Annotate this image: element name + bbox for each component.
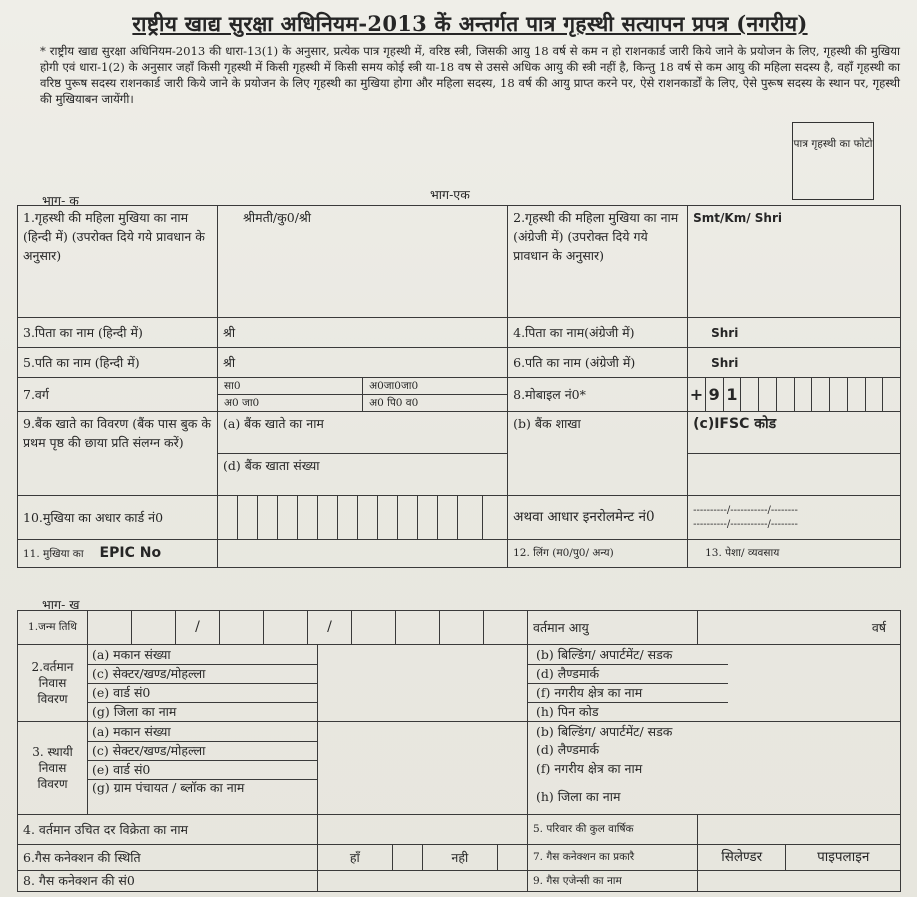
ifsc-input[interactable] — [688, 454, 901, 496]
dob-box[interactable] — [88, 611, 131, 644]
aadhaar-digit-box[interactable] — [398, 496, 418, 540]
aadhaar-digit-box[interactable] — [318, 496, 338, 540]
current-district: (g) जिला का नाम — [88, 702, 317, 721]
mobile-digit-box[interactable] — [740, 378, 758, 411]
occupation-text: 13. पेशा/ व्यवसाय — [705, 547, 780, 559]
permanent-address-label: 3. स्थायी निवास विवरण — [18, 722, 88, 815]
mobile-digit-box[interactable] — [794, 378, 812, 411]
aadhaar-label: 10.मुखिया का अधार कार्ड नं0 — [18, 496, 218, 540]
dob-box[interactable] — [439, 611, 483, 644]
gas-agency-label: 9. गैस एजेन्सी का नाम — [528, 871, 698, 892]
provision-note: * राष्ट्रीय खाद्य सुरक्षा अधिनियम-2013 की धारा-13(1) के अनुसार, प्रत्येक पात्र गृहस्थी में, वरिष्ठ स्त्री, जिसकी आयु 18 वर्ष से कम न हो राशनकार्ड जारी किये जाने के प्रयोजन के लिए, गृहस्थी की मुखिया होगी एवं धारा-1(2) के अनुसार जहाँ किसी गृहस्थी में किसी गृहस्थी में किसी समय कोई स्त्री या-18 वष से उससे अधिक आयु की स्त्री नहीं है, किन्तु 18 वर्ष से कम आयु की महिला सदस्य है, वहाँ गृहस्थी का वरिष्ठ पुरूष सदस्य राशनकार्ड जारी किये जाने के प्रयोजन के लिए गृहस्थी का मुखिया होगा और महिला सदस्य, 18 वर्ष की आयु प्राप्त करने पर, ऐसे राशनकार्डों के लिए, ऐसे पुरूष सदस्य के स्थान पर, गृहस्थी की मुखियाबन जायेंगी। — [40, 44, 900, 106]
current-urban-area: (f) नगरीय क्षेत्र का नाम — [528, 683, 728, 702]
ifsc-field[interactable] — [688, 412, 901, 454]
bank-account-number-label: (d) बैंक खाता संख्या — [223, 458, 320, 473]
mobile-digit-1: 1 — [723, 378, 741, 411]
dob-box[interactable] — [263, 611, 307, 644]
mobile-label: 8.मोबाइल नं0* — [508, 378, 688, 412]
category-label: 7.वर्ग — [18, 378, 218, 412]
ifsc-label: (c)IFSC कोड — [693, 416, 777, 432]
husband-name-english-label: 6.पति का नाम (अंग्रेजी में) — [508, 348, 688, 378]
aadhaar-digit-box[interactable] — [298, 496, 318, 540]
category-general[interactable]: सा0 — [218, 378, 363, 394]
head-name-hindi-label: 1.गृहस्थी की महिला मुखिया का नाम (हिन्दी में) (उपरोक्त दिये गये प्रावधान के अनुसार) — [18, 206, 218, 318]
current-address-label: 2.वर्तमान निवास विवरण — [18, 645, 88, 722]
head-name-hindi-prefix: श्रीमती/कु0/श्री — [243, 210, 311, 225]
mobile-digit-box[interactable] — [776, 378, 794, 411]
category-options — [218, 378, 508, 412]
head-name-english-label: 2.गृहस्थी की महिला मुखिया का नाम (अंग्रेजी में) (उपरोक्त दिये गये प्रावधान के अनुसार) — [508, 206, 688, 318]
dob-separator: / — [175, 611, 219, 644]
gas-status-label: 6.गैस कनेक्शन की स्थिति — [18, 845, 318, 871]
annual-income-field[interactable] — [698, 815, 901, 845]
gas-status-yes-box[interactable] — [393, 845, 423, 870]
permanent-urban-area: (f) नगरीय क्षेत्र का नाम — [536, 761, 643, 776]
aadhaar-digit-box[interactable] — [258, 496, 278, 540]
father-name-english-label: 4.पिता का नाम(अंग्रेजी में) — [508, 318, 688, 348]
father-name-hindi-prefix: श्री — [223, 325, 236, 340]
fps-dealer-field[interactable] — [318, 815, 528, 845]
mobile-digit-box[interactable] — [758, 378, 776, 411]
gas-type-cylinder[interactable]: सिलेण्डर — [698, 845, 786, 870]
dob-box[interactable] — [351, 611, 395, 644]
aadhaar-digit-box[interactable] — [338, 496, 358, 540]
fps-dealer-label: 4. वर्तमान उचित दर विक्रेता का नाम — [18, 815, 318, 845]
aadhaar-enrolment-field[interactable] — [688, 496, 901, 540]
aadhaar-enrolment-line: ----------/-----------/-------- — [693, 504, 798, 516]
permanent-sector: (c) सेक्टर/खण्ड/मोहल्ला — [88, 741, 317, 760]
permanent-district: (h) जिला का नाम — [536, 789, 621, 804]
permanent-ward: (e) वार्ड सं0 — [88, 760, 317, 779]
epic-field[interactable] — [218, 540, 508, 568]
dob-box[interactable] — [131, 611, 175, 644]
husband-name-hindi-field[interactable] — [218, 348, 508, 378]
current-age-label: वर्तमान आयु — [528, 611, 698, 645]
mobile-field[interactable] — [688, 378, 901, 412]
mobile-digit-box[interactable] — [829, 378, 847, 411]
gas-status-no[interactable]: नही — [423, 845, 498, 870]
head-name-english-field[interactable] — [688, 206, 901, 318]
bank-branch-field[interactable] — [508, 412, 688, 496]
annual-income-label: 5. परिवार की कुल वार्षिक — [528, 815, 698, 845]
father-name-english-field[interactable] — [688, 318, 901, 348]
mobile-digit-box[interactable] — [882, 378, 900, 411]
bank-account-name-field[interactable] — [218, 412, 508, 454]
father-name-hindi-label: 3.पिता का नाम (हिन्दी में) — [18, 318, 218, 348]
gas-status-no-box[interactable] — [498, 845, 527, 870]
head-name-hindi-field[interactable] — [218, 206, 508, 318]
mobile-digit-9: 9 — [705, 378, 723, 411]
dob-separator: / — [307, 611, 351, 644]
part-k-heading: भाग- क — [42, 193, 79, 208]
dob-label: 1.जन्म तिथि — [18, 611, 88, 645]
gas-status-yes[interactable]: हाँ — [318, 845, 393, 870]
aadhaar-digit-box[interactable] — [218, 496, 238, 540]
current-address-left-input[interactable] — [318, 645, 528, 722]
gas-agency-field[interactable] — [698, 871, 901, 892]
permanent-address-left — [88, 722, 318, 815]
dob-box[interactable] — [219, 611, 263, 644]
current-building: (b) बिल्डिंग/ अपार्टमेंट/ सडक — [536, 647, 673, 662]
permanent-landmark: (d) लैण्डमार्क — [536, 742, 600, 757]
category-obc[interactable]: अ0 पि0 व0 — [369, 397, 419, 409]
part-ek-heading: भाग-एक — [430, 187, 470, 202]
permanent-address-left-input[interactable] — [318, 722, 528, 815]
father-name-english-prefix: Shri — [711, 325, 739, 340]
dob-field[interactable] — [88, 611, 528, 645]
current-landmark: (d) लैण्डमार्क — [528, 664, 728, 683]
permanent-building: (b) बिल्डिंग/ अपार्टमेंट/ सडक — [536, 724, 673, 739]
category-sc-st[interactable]: अ0जा0जा0 — [369, 380, 419, 392]
aadhaar-digit-box[interactable] — [238, 496, 258, 540]
head-name-english-prefix: Smt/Km/ Shri — [693, 211, 782, 225]
husband-name-hindi-prefix: श्री — [223, 355, 236, 370]
mobile-digit-box[interactable] — [865, 378, 883, 411]
aadhaar-digit-box[interactable] — [483, 496, 508, 540]
permanent-house-number: (a) मकान संख्या — [92, 724, 171, 739]
aadhaar-digit-box[interactable] — [438, 496, 458, 540]
epic-label-en: EPIC No — [99, 545, 162, 561]
photo-box[interactable]: पात्र गृहस्थी का फोटो — [792, 122, 874, 200]
current-address-left — [88, 645, 318, 722]
gas-type-label: 7. गैस कनेक्शन का प्रकारै — [528, 845, 698, 871]
gas-connection-number-label: 8. गैस कनेक्शन की सं0 — [18, 871, 318, 892]
epic-label — [18, 540, 218, 568]
occupation-label[interactable] — [688, 540, 901, 568]
form-title: राष्ट्रीय खाद्य सुरक्षा अधिनियम-2013 कें अन्तर्गत पात्र गृहस्थी सत्यापन प्रपत्र (नगरीय) — [132, 11, 808, 36]
gas-type-options — [698, 845, 901, 871]
mobile-digit-box[interactable] — [847, 378, 865, 411]
aadhaar-digit-box[interactable] — [418, 496, 438, 540]
gas-status-options — [318, 845, 528, 871]
gender-label: 12. लिंग (म0/पु0/ अन्य) — [508, 540, 688, 568]
permanent-address-right — [528, 722, 901, 815]
aadhaar-digit-box[interactable] — [358, 496, 378, 540]
current-pincode: (h) पिन कोड — [528, 702, 728, 721]
epic-label-prefix: 11. मुखिया का — [23, 548, 84, 560]
part-kh-heading: भाग- ख — [42, 597, 80, 612]
age-unit: वर्ष — [871, 620, 886, 635]
bank-branch-label: (b) बैंक शाखा — [513, 416, 581, 431]
mobile-digit-plus: + — [689, 385, 704, 404]
aadhaar-digit-box[interactable] — [278, 496, 298, 540]
mobile-digit-box[interactable] — [811, 378, 829, 411]
bank-account-name-label: (a) बैंक खाते का नाम — [223, 416, 324, 431]
husband-name-english-prefix: Shri — [711, 355, 739, 370]
aadhaar-enrolment-label: अथवा आधार इनरोलमेन्ट नं0 — [508, 496, 688, 540]
aadhaar-digit-box[interactable] — [458, 496, 483, 540]
husband-name-english-field[interactable] — [688, 348, 901, 378]
dob-box[interactable] — [395, 611, 439, 644]
father-name-hindi-field[interactable] — [218, 318, 508, 348]
part1-table — [17, 205, 901, 568]
current-age-field[interactable] — [698, 611, 901, 645]
aadhaar-digit-box[interactable] — [378, 496, 398, 540]
dob-box[interactable] — [483, 611, 527, 644]
current-address-right — [528, 645, 901, 722]
husband-name-hindi-label: 5.पति का नाम (हिन्दी में) — [18, 348, 218, 378]
category-sc[interactable]: अ0 जा0 — [218, 395, 363, 411]
bank-details-label: 9.बैंक खाते का विवरण (बैंक पास बुक के प्रथम पृष्ठ की छाया प्रति संलग्न करें) — [18, 412, 218, 496]
part2-table — [17, 610, 901, 892]
aadhaar-enrolment-line: ----------/-----------/-------- — [693, 518, 798, 530]
permanent-panchayat: (g) ग्राम पंचायत / ब्लॉक का नाम — [88, 779, 317, 814]
current-ward: (e) वार्ड सं0 — [88, 683, 317, 702]
bank-account-number-field[interactable] — [218, 454, 508, 496]
current-house-number: (a) मकान संख्या — [92, 647, 171, 662]
gas-type-pipeline[interactable]: पाइपलाइन — [817, 849, 870, 865]
current-sector: (c) सेक्टर/खण्ड/मोहल्ला — [88, 664, 317, 683]
gas-connection-number-field[interactable] — [318, 871, 528, 892]
